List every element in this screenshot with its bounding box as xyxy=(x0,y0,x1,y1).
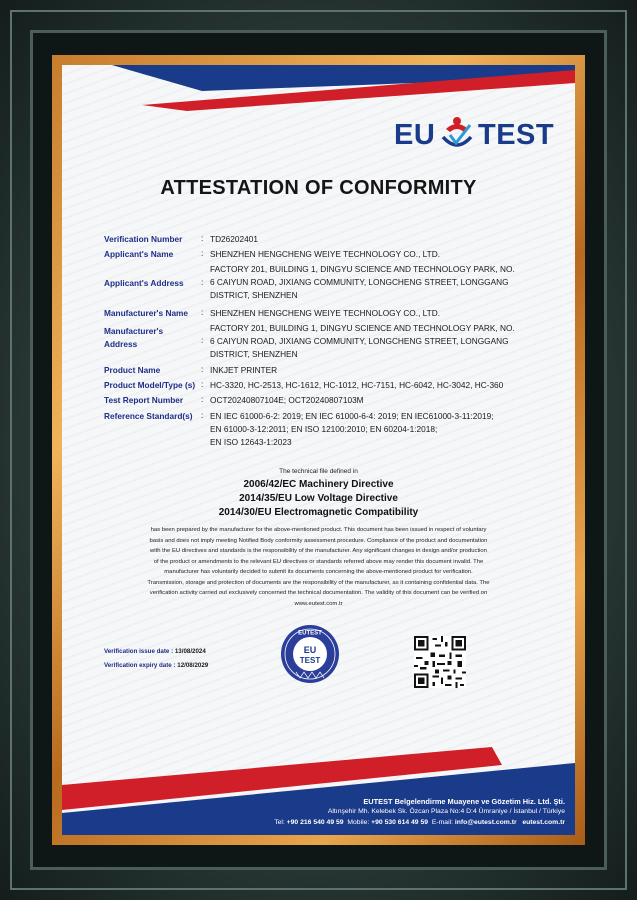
logo-emblem-icon xyxy=(438,113,476,155)
eutest-seal-icon xyxy=(280,624,340,684)
field-value: OCT20240807104E; OCT20240807103M xyxy=(210,395,364,405)
field-value: INKJET PRINTER xyxy=(210,365,278,375)
field-label: Test Report Number xyxy=(104,395,184,405)
field-label: Applicant's Address xyxy=(104,278,184,288)
field-value: EN IEC 61000-6-2: 2019; EN IEC 61000-6-4: 2019; EN IEC61000-3-11:2019; EN 61000-3-12:2011; EN ISO 12100:2010; EN 60204-1:2018; EN ISO 12643-1:2023 xyxy=(210,411,494,447)
footer-mobile[interactable]: +90 530 614 49 59 xyxy=(371,819,429,826)
seal-center-bottom: TEST xyxy=(299,656,321,665)
footer-website-link[interactable]: eutest.com.tr xyxy=(522,819,565,826)
verification-issue-date: Verification issue date : 13/08/2024 xyxy=(104,648,206,655)
field-value: FACTORY 201, BUILDING 1, DINGYU SCIENCE AND TECHNOLOGY PARK, NO. 6 CAIYUN ROAD, JIXIANG COMMUNITY, LONGCHENG STREET, LONGGANG DISTRICT, SHENZHEN xyxy=(210,323,515,359)
certificate-paper: EU TEST ATTESTATION OF CONFORMITY Verification Number : TD26202401 Applicant's Name : SHENZHEN HENGCHENG WEIYE TECHNOLOGY CO., LTD. Applicant's Address : FACTORY 201, BUILDING 1, DINGYU SCIENCE AND TECHNOLOGY PARK, NO. 6 CAIYUN ROAD, JIXIANG COMMUNITY, LONGCHENG STREET, LONGGANG DISTRICT, SHENZHEN Manufacturer's Name : SHENZHEN HENGCHENG WEIYE TECHNOLOGY CO., LTD. Manufacturer's Address : FACTORY 201, BUILDING 1, DINGYU SCIENCE AND TECHNOLOGY PARK, NO. 6 CAIYUN ROAD, JIXIANG COMMUNITY, LONGCHENG STREET, LONGGANG DISTRICT, SHENZHEN Product Name : INKJET PRINTER Product Model/Type (s) : HC-3320, HC-2513, HC-1612, HC-1012, HC-7151, HC-6042, HC-3042, HC-360 Test Report Number : OCT20240807104E; OCT20240807103M Reference Standard(s) : EN IEC 61000-6-2: 2019; EN IEC 61000-6-4: 2019; EN IEC61000-3-11:2019; EN 61000-3-12:2011; EN ISO 12100:2010; EN 60204-1:2018; EN ISO 12643-1:2023 The technical file defined in 2006/42/EC Machinery Directive 2014/35/EU Low Voltage Directive 2014/30/EU Electromagnetic Compatibility has been prepared by the manufacturer for the above-mentioned product. This document has been issued in respect of voluntary basis and does not imply meeting Notified Body conformity assessment procedure. Compliance of the product and documentation with the EU directives and standards is the responsibility of the manufacturer. Any significant changes in design and/or production of the product or amendments to the relevant EU directives or standards referred above may render this document invalid. The manufacturer has voluntarily decided to submit its documents concerning the above-mentioned product for verification. Transmission, storage and protection of documents are the responsibility of the manufacturer, as it containing confidential data. The verification activity carried out exclusively concerned the technical documentation. The validity of this document can be verified on www.eutest.com.tr Verification issue date : 13/08/2024 Verification expiry date : 12/08/2029 EUTEST EU TEST EUTEST Belgelendirme Muayene ve Gözetim Hiz. Ltd. Şti. Altınşehir Mh. Kelebek Sk. Özcan Plaza No:4 D:4 Ümraniye / İstanbul / Türkiye Tel: +90 216 540 49 59 Mobile: +90 530 614 49 59 E-mail: info@eutest.com.tr eutest.com.tr xyxy=(62,65,575,835)
seal-top-text: EUTEST xyxy=(298,630,322,637)
footer-address: Altınşehir Mh. Kelebek Sk. Özcan Plaza No:4 D:4 Ümraniye / İstanbul / Türkiye xyxy=(327,808,565,815)
declaration-paragraph: has been prepared by the manufacturer for the above-mentioned product. This document has been issued in respect of voluntary basis and does not imply meeting Notified Body conformity assessment procedure. Compliance of the product and documentation with the EU directives and standards is the responsibility of the manufacturer. Any significant changes in design and/or production of the product or amendments to the relevant EU directives or standards referred above may render this document invalid. The manufacturer has voluntarily decided to submit its documents concerning the above-mentioned product for verification. Transmission, storage and protection of documents are the responsibility of the manufacturer, as it containing confidential data. The verification activity carried out exclusively concerned the technical documentation. The validity of this document can be verified on www.eutest.com.tr xyxy=(147,527,490,607)
footer-phone[interactable]: +90 216 540 49 59 xyxy=(286,819,344,826)
footer-contact: Tel: +90 216 540 49 59 Mobile: +90 530 614 49 59 E-mail: info@eutest.com.tr eutest.com.tr xyxy=(274,819,565,826)
directive: 2006/42/EC Machinery Directive xyxy=(243,479,394,490)
field-value: SHENZHEN HENGCHENG WEIYE TECHNOLOGY CO., LTD. xyxy=(210,308,441,318)
field-label: Product Name xyxy=(104,365,161,375)
field-value: SHENZHEN HENGCHENG WEIYE TECHNOLOGY CO., LTD. xyxy=(210,249,441,259)
logo-text-test: TEST xyxy=(478,119,555,151)
logo-text-eu: EU xyxy=(394,119,436,151)
technical-file-intro: The technical file defined in xyxy=(279,468,358,475)
field-label: Applicant's Name xyxy=(104,249,174,259)
qr-code[interactable] xyxy=(414,636,466,688)
field-value: TD26202401 xyxy=(210,234,258,244)
directives-list xyxy=(62,478,575,520)
page-title: ATTESTATION OF CONFORMITY xyxy=(160,177,477,199)
field-label: Verification Number xyxy=(104,234,183,244)
directive: 2014/35/EU Low Voltage Directive xyxy=(239,493,398,504)
field-label: Manufacturer's Address xyxy=(104,326,164,349)
footer-email-link[interactable]: info@eutest.com.tr xyxy=(454,819,517,826)
eutest-logo xyxy=(394,113,554,158)
field-value: HC-3320, HC-2513, HC-1612, HC-1012, HC-7151, HC-6042, HC-3042, HC-360 xyxy=(210,380,504,390)
verification-expiry-date: Verification expiry date : 12/08/2029 xyxy=(104,662,209,669)
field-value: FACTORY 201, BUILDING 1, DINGYU SCIENCE AND TECHNOLOGY PARK, NO. 6 CAIYUN ROAD, JIXIANG COMMUNITY, LONGCHENG STREET, LONGGANG DISTRICT, SHENZHEN xyxy=(210,264,515,300)
field-label: Reference Standard(s) xyxy=(104,411,193,421)
footer-company: EUTEST Belgelendirme Muayene ve Gözetim Hiz. Ltd. Şti. xyxy=(363,797,565,806)
seal-center-top: EU xyxy=(303,645,317,655)
field-label: Manufacturer's Name xyxy=(104,308,189,318)
field-label: Product Model/Type (s) xyxy=(104,380,196,390)
directive: 2014/30/EU Electromagnetic Compatibility xyxy=(218,507,419,518)
